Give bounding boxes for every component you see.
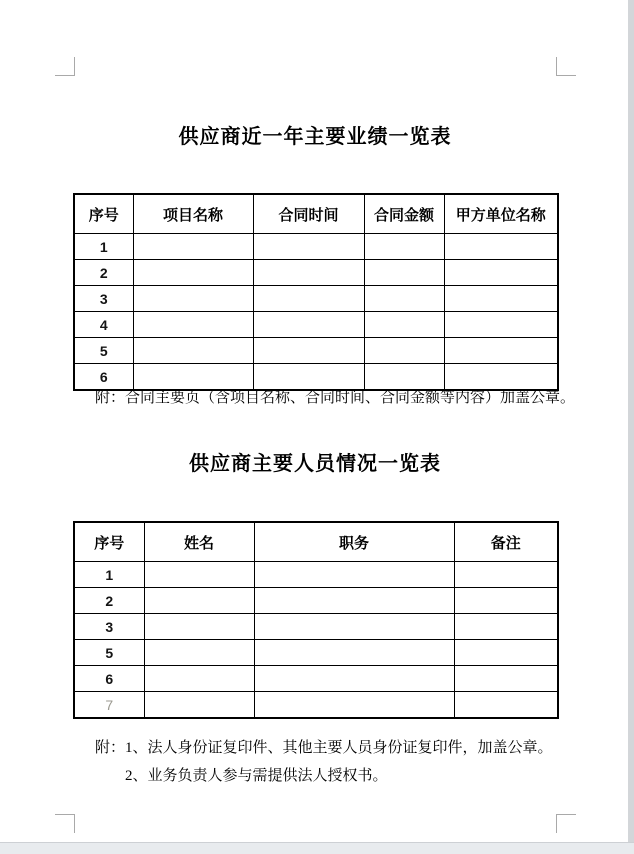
empty-cell[interactable] [144,640,254,666]
empty-cell[interactable] [454,692,558,719]
table-row [74,614,558,640]
column-header-remarks: 备注 [454,522,558,562]
table-row [74,234,558,260]
margin-crop-mark-top-right [556,57,576,76]
empty-cell[interactable] [444,312,558,338]
empty-cell[interactable] [144,666,254,692]
empty-cell[interactable] [444,234,558,260]
empty-cell[interactable] [144,692,254,719]
empty-cell[interactable] [364,286,444,312]
row-number: 6 [74,666,144,692]
empty-cell[interactable] [454,666,558,692]
empty-cell[interactable] [253,312,364,338]
personnel-table-body [74,562,558,719]
row-number: 5 [74,640,144,666]
empty-cell[interactable] [253,234,364,260]
empty-cell[interactable] [364,312,444,338]
app-background-right [628,0,634,854]
empty-cell[interactable] [444,286,558,312]
table-row [74,286,558,312]
empty-cell[interactable] [133,234,253,260]
empty-cell[interactable] [254,666,454,692]
table-row [74,312,558,338]
table-row [74,692,558,719]
row-number: 1 [74,562,144,588]
performance-table-title: 供应商近一年主要业绩一览表 [178,126,452,148]
personnel-note-line-2: 2、业务负责人参与需提供法人授权书。 [125,768,388,784]
row-number: 1 [74,234,133,260]
empty-cell[interactable] [454,588,558,614]
column-header-party-a-name: 甲方单位名称 [444,194,558,234]
row-number: 3 [74,614,144,640]
empty-cell[interactable] [133,312,253,338]
performance-table-note: 附：合同主要页（含项目名称、合同时间、合同金额等内容）加盖公章。 [95,390,576,406]
empty-cell[interactable] [254,562,454,588]
empty-cell[interactable] [364,260,444,286]
empty-cell[interactable] [253,338,364,364]
column-header-position: 职务 [254,522,454,562]
personnel-table [73,521,559,719]
table-row [74,562,558,588]
column-header-name: 姓名 [144,522,254,562]
performance-table [73,193,559,391]
empty-cell[interactable] [133,338,253,364]
row-number: 3 [74,286,133,312]
row-number: 6 [74,364,133,391]
row-number: 2 [74,588,144,614]
empty-cell[interactable] [364,338,444,364]
personnel-note-line-1: 附：1、法人身份证复印件、其他主要人员身份证复印件，加盖公章。 [95,740,553,756]
empty-cell[interactable] [133,286,253,312]
table-row [74,338,558,364]
table-row [74,260,558,286]
empty-cell[interactable] [364,234,444,260]
row-number: 4 [74,312,133,338]
empty-cell[interactable] [254,614,454,640]
header-row [74,194,558,234]
margin-crop-mark-bottom-right [556,814,576,833]
margin-crop-mark-bottom-left [55,814,75,833]
empty-cell[interactable] [254,640,454,666]
empty-cell[interactable] [133,260,253,286]
table-row [74,666,558,692]
header-row [74,522,558,562]
column-header-project-name: 项目名称 [133,194,253,234]
row-number: 7 [74,692,144,719]
empty-cell[interactable] [144,614,254,640]
row-number: 5 [74,338,133,364]
column-header-contract-amount: 合同金额 [364,194,444,234]
table-row [74,588,558,614]
empty-cell[interactable] [444,338,558,364]
row-number: 2 [74,260,133,286]
empty-cell[interactable] [253,286,364,312]
empty-cell[interactable] [144,562,254,588]
empty-cell[interactable] [454,640,558,666]
column-header-index: 序号 [74,522,144,562]
personnel-table-title: 供应商主要人员情况一览表 [189,453,441,475]
column-header-index: 序号 [74,194,133,234]
empty-cell[interactable] [454,562,558,588]
column-header-contract-time: 合同时间 [253,194,364,234]
empty-cell[interactable] [254,588,454,614]
empty-cell[interactable] [254,692,454,719]
empty-cell[interactable] [444,260,558,286]
empty-cell[interactable] [253,260,364,286]
table-row [74,640,558,666]
margin-crop-mark-top-left [55,57,75,76]
performance-table-body [74,234,558,391]
empty-cell[interactable] [454,614,558,640]
app-background-bottom [0,842,634,854]
empty-cell[interactable] [144,588,254,614]
